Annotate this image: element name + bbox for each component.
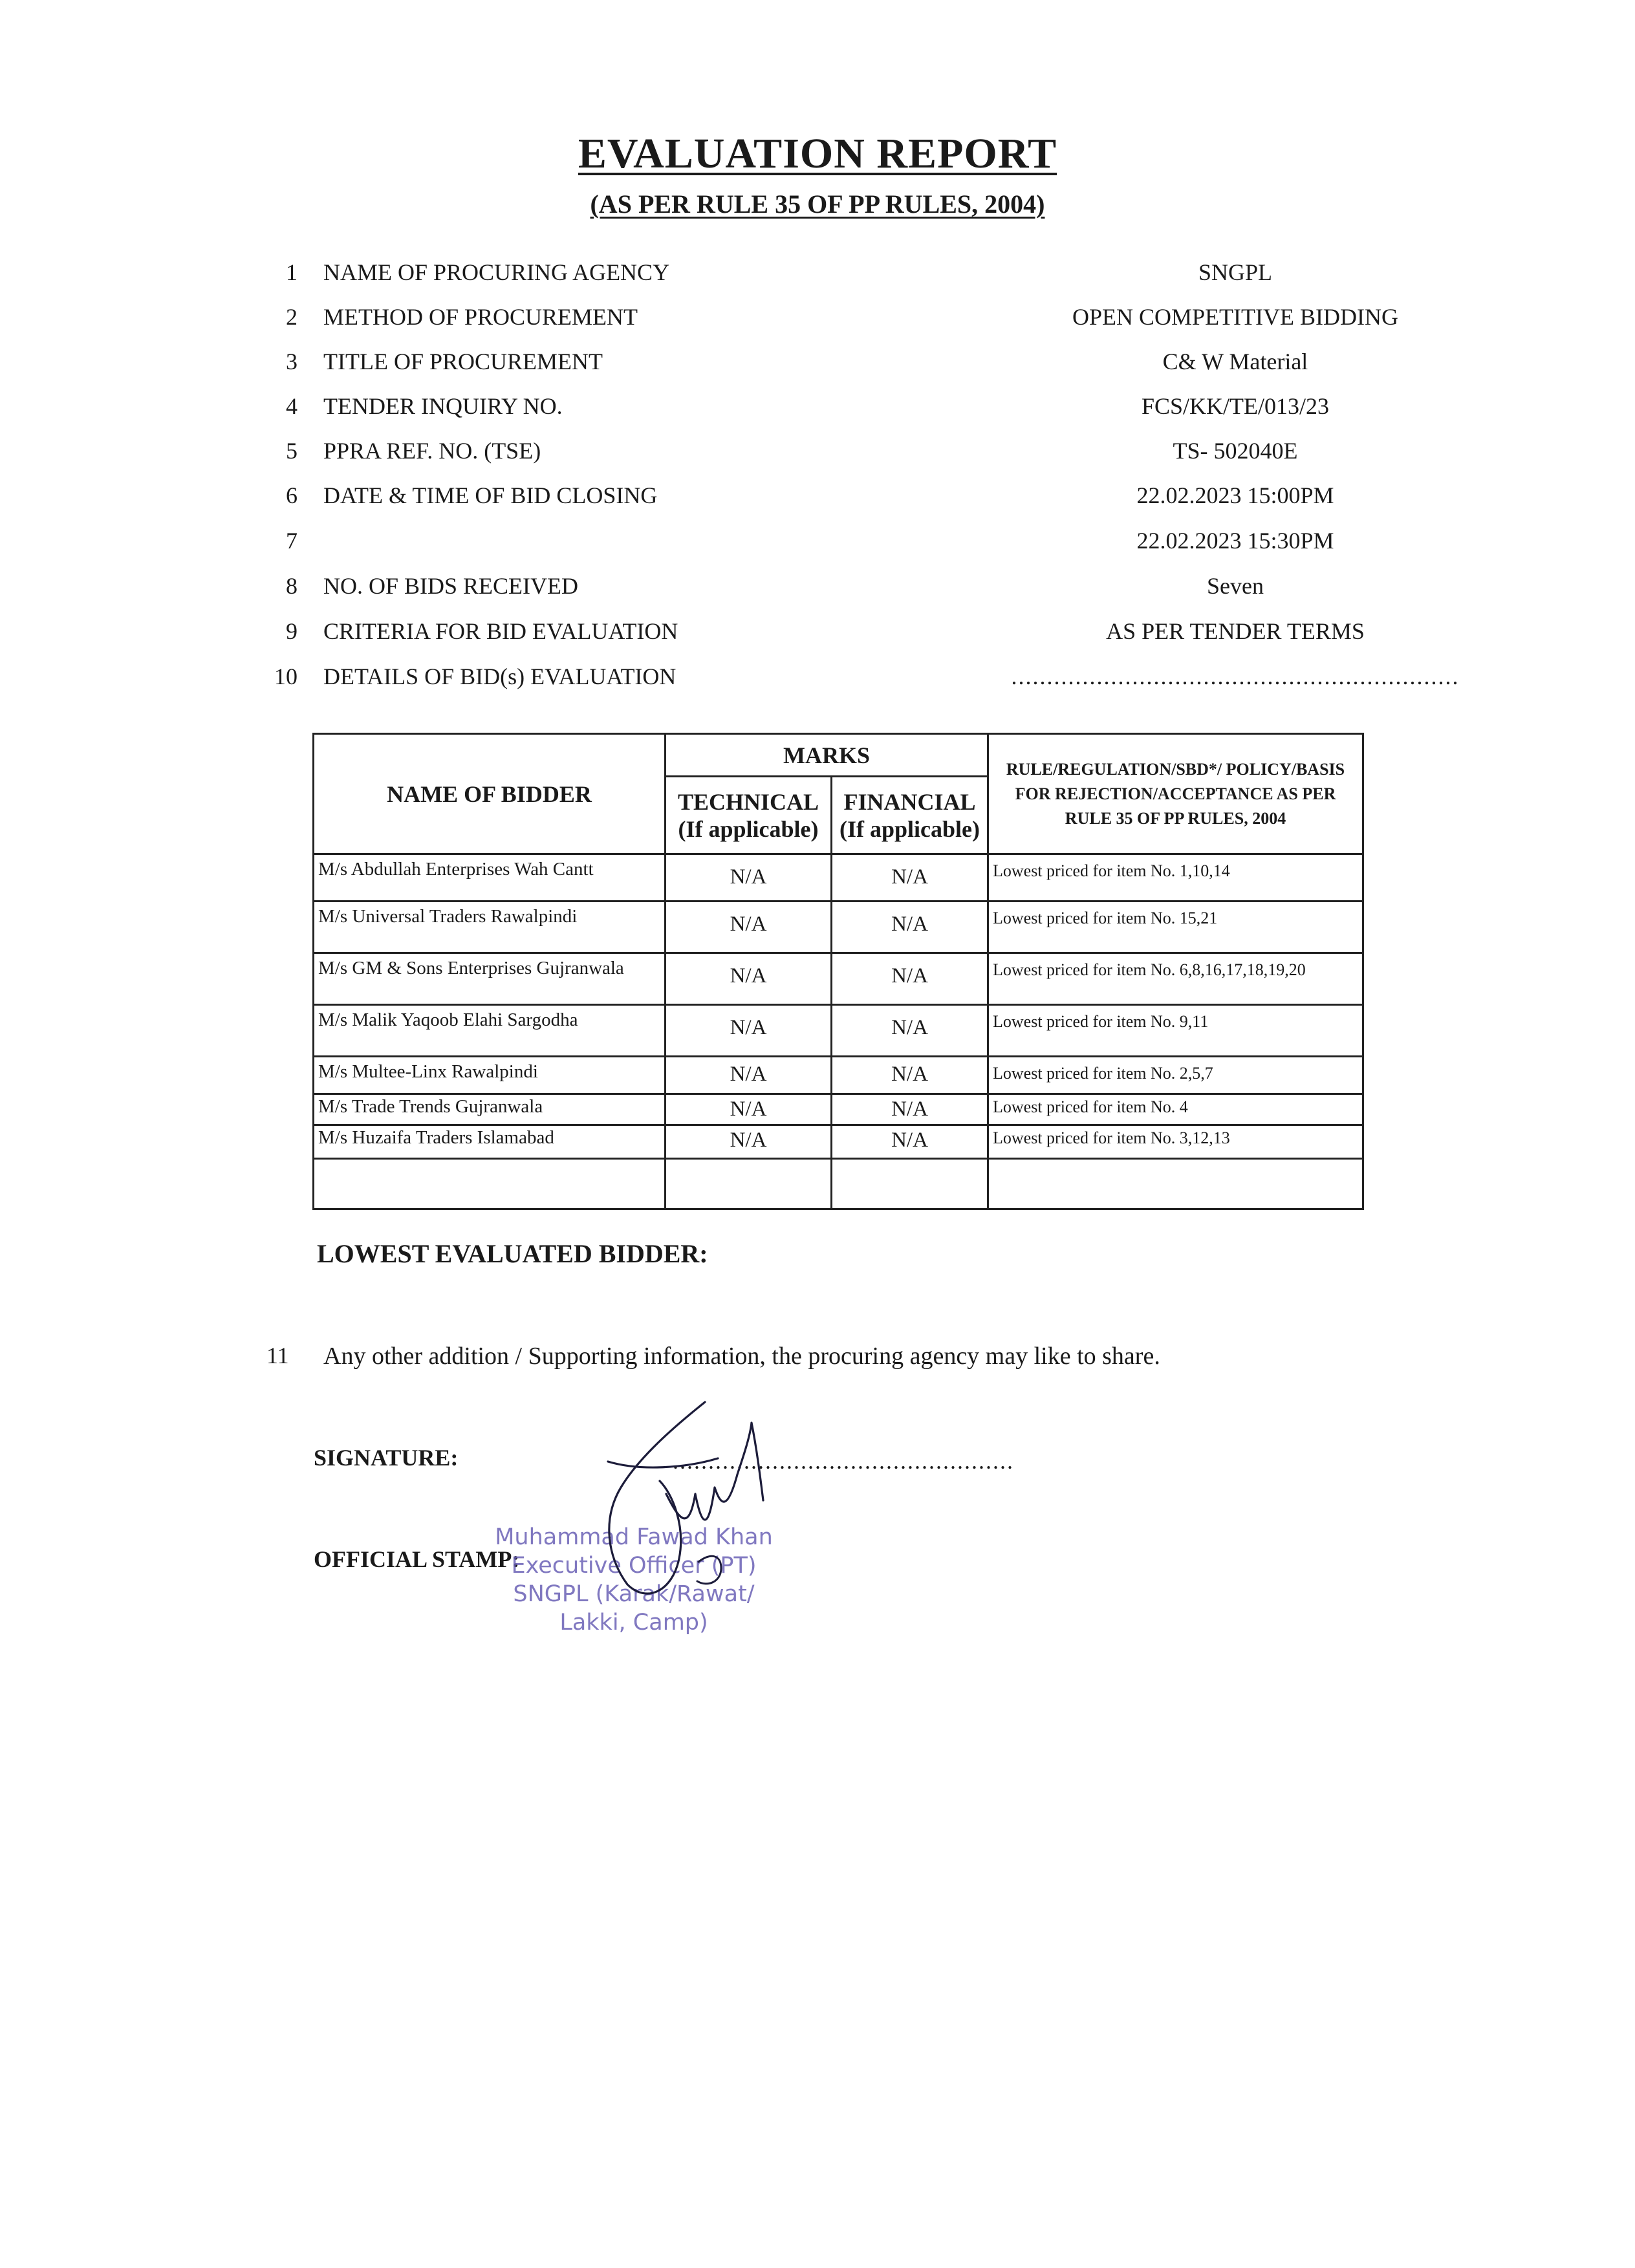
info-row (0, 482, 1635, 521)
header-name-of-bidder: NAME OF BIDDER (314, 734, 666, 854)
financial-mark: N/A (832, 902, 988, 953)
technical-mark: N/A (666, 854, 832, 902)
info-row (0, 618, 1635, 656)
row-number: 10 (274, 664, 298, 689)
financial-mark: N/A (832, 1057, 988, 1094)
row-value: 22.02.2023 15:00PM (1136, 482, 1334, 508)
table-row (314, 1125, 1363, 1159)
table-row (314, 1005, 1363, 1057)
info-row (0, 348, 1635, 387)
row-number: 8 (286, 573, 298, 599)
row-label: METHOD OF PROCUREMENT (323, 304, 638, 330)
basis-text (988, 1159, 1363, 1209)
stamp-line: SNGPL (Karak/Rawat/ (513, 1581, 755, 1607)
row-label: NO. OF BIDS RECEIVED (323, 573, 579, 599)
bidder-name: M/s Malik Yaqoob Elahi Sargodha (314, 1005, 666, 1057)
financial-mark: N/A (832, 1005, 988, 1057)
report-subtitle-text: (AS PER RULE 35 OF PP RULES, 2004) (590, 189, 1045, 219)
lowest-evaluated-bidder-label: LOWEST EVALUATED BIDDER: (317, 1239, 708, 1268)
basis-text: Lowest priced for item No. 4 (988, 1094, 1363, 1125)
header-financial (832, 777, 988, 854)
bidder-name: M/s GM & Sons Enterprises Gujranwala (314, 953, 666, 1005)
row-number: 6 (286, 482, 298, 508)
info-row (0, 527, 1635, 566)
header-rule: RULE/REGULATION/SBD*/ POLICY/BASIS FOR REJECTION/ACCEPTANCE AS PER RULE 35 OF PP RULES, 2004 (988, 734, 1363, 854)
financial-mark: N/A (832, 953, 988, 1005)
table-row (314, 1094, 1363, 1125)
financial-mark: N/A (832, 1125, 988, 1159)
other-info-number: 11 (266, 1343, 289, 1368)
technical-mark: N/A (666, 1094, 832, 1125)
header-technical-note: (If applicable) (678, 815, 819, 842)
financial-mark (832, 1159, 988, 1209)
header-technical (666, 777, 832, 854)
basis-text: Lowest priced for item No. 3,12,13 (988, 1125, 1363, 1159)
technical-mark (666, 1159, 832, 1209)
handwritten-signature (582, 1397, 815, 1610)
row-number: 3 (286, 349, 298, 374)
report-title-text: EVALUATION REPORT (578, 130, 1057, 177)
report-title (0, 129, 1635, 178)
basis-text: Lowest priced for item No. 15,21 (988, 902, 1363, 953)
row-label: CRITERIA FOR BID EVALUATION (323, 618, 678, 644)
other-info-text: Any other addition / Supporting information, the procuring agency may like to share. (323, 1343, 1160, 1370)
signature-label: SIGNATURE: (314, 1445, 459, 1471)
financial-mark: N/A (832, 854, 988, 902)
basis-text: Lowest priced for item No. 9,11 (988, 1005, 1363, 1057)
row-label: TENDER INQUIRY NO. (323, 393, 563, 419)
row-label: NAME OF PROCURING AGENCY (323, 259, 670, 285)
technical-mark: N/A (666, 902, 832, 953)
table-row (314, 953, 1363, 1005)
bidder-name (314, 1159, 666, 1209)
technical-mark: N/A (666, 1125, 832, 1159)
table-row (314, 854, 1363, 902)
technical-mark: N/A (666, 953, 832, 1005)
header-marks: MARKS (666, 734, 988, 777)
financial-mark: N/A (832, 1094, 988, 1125)
row-number: 4 (286, 393, 298, 419)
row-value-dots: ............................................................... (1011, 664, 1460, 689)
row-label: PPRA REF. NO. (TSE) (323, 438, 541, 464)
row-number: 9 (286, 618, 298, 644)
info-row (0, 259, 1635, 297)
bidder-name: M/s Trade Trends Gujranwala (314, 1094, 666, 1125)
bid-evaluation-table (312, 733, 1364, 1210)
stamp-line: Executive Officer (PT) (511, 1553, 757, 1579)
row-label: TITLE OF PROCUREMENT (323, 349, 603, 374)
bidder-name: M/s Huzaifa Traders Islamabad (314, 1125, 666, 1159)
basis-text: Lowest priced for item No. 1,10,14 (988, 854, 1363, 902)
row-number: 7 (286, 528, 298, 554)
row-value: OPEN COMPETITIVE BIDDING (1072, 304, 1398, 330)
info-row (0, 437, 1635, 476)
row-value: C& W Material (1162, 349, 1308, 374)
report-subtitle (0, 189, 1635, 219)
technical-mark: N/A (666, 1057, 832, 1094)
header-technical-label: TECHNICAL (677, 788, 819, 815)
stamp-line: Lakki, Camp) (559, 1610, 708, 1636)
bidder-name: M/s Universal Traders Rawalpindi (314, 902, 666, 953)
table-row-empty (314, 1159, 1363, 1209)
header-financial-note: (If applicable) (839, 815, 980, 842)
row-number: 1 (286, 259, 298, 285)
row-value: SNGPL (1198, 259, 1273, 285)
basis-text: Lowest priced for item No. 6,8,16,17,18,19,20 (988, 953, 1363, 1005)
info-row (0, 393, 1635, 431)
basis-text: Lowest priced for item No. 2,5,7 (988, 1057, 1363, 1094)
row-label: DETAILS OF BID(s) EVALUATION (323, 664, 677, 689)
row-value: Seven (1207, 573, 1264, 599)
table-row (314, 1057, 1363, 1094)
row-value: AS PER TENDER TERMS (1106, 618, 1365, 644)
row-number: 2 (286, 304, 298, 330)
row-value: TS- 502040E (1173, 438, 1298, 464)
stamp-line: Muhammad Fawad Khan (495, 1524, 773, 1550)
official-stamp-label: OFFICIAL STAMP: (314, 1546, 520, 1572)
row-number: 5 (286, 438, 298, 464)
technical-mark: N/A (666, 1005, 832, 1057)
bidder-name: M/s Multee-Linx Rawalpindi (314, 1057, 666, 1094)
signature-line: ................................................ (673, 1448, 1014, 1474)
header-financial-label: FINANCIAL (843, 788, 976, 815)
row-label: DATE & TIME OF BID CLOSING (323, 482, 658, 508)
row-value: FCS/KK/TE/013/23 (1141, 393, 1330, 419)
info-row (0, 663, 1635, 702)
bidder-name: M/s Abdullah Enterprises Wah Cantt (314, 854, 666, 902)
info-row (0, 303, 1635, 342)
row-value: 22.02.2023 15:30PM (1136, 528, 1334, 554)
table-row (314, 902, 1363, 953)
info-row (0, 572, 1635, 611)
